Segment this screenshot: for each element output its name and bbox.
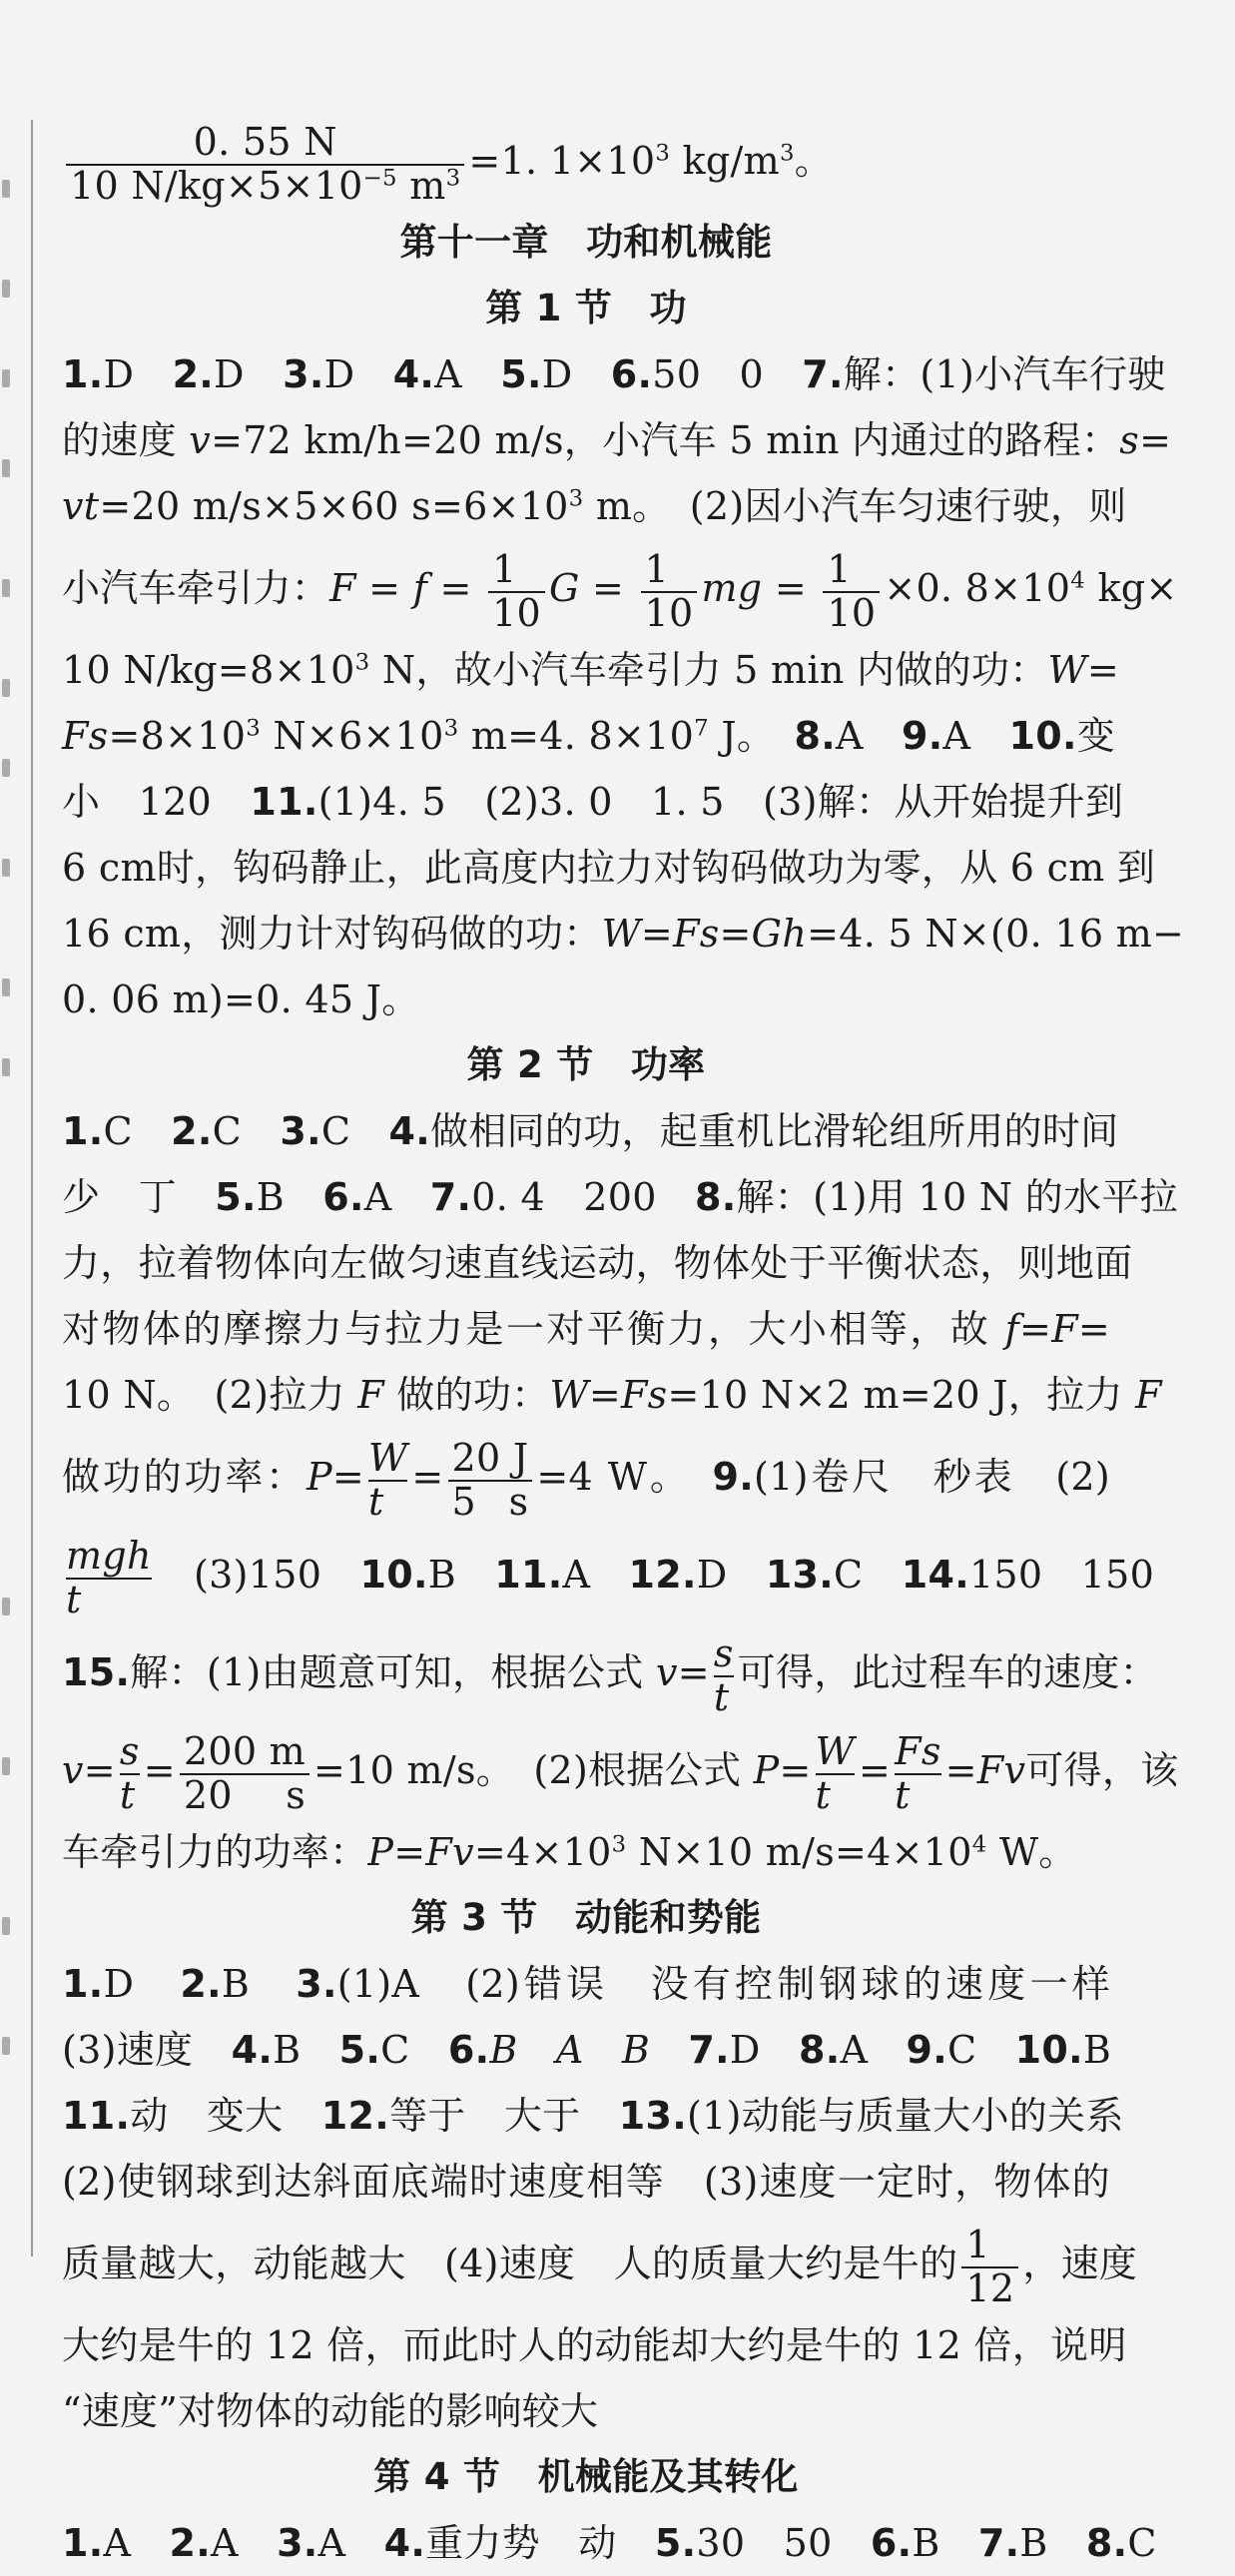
answer-line: 15.解：(1)由题意可知，根据公式 v= $\frac{s}{t}$ 可得，此过程车的速度： — [62, 1631, 1158, 1719]
fraction: $\frac{1}{10}$ — [488, 549, 545, 633]
answer-line: v= $\frac{s}{t}$ = $\frac{200 m}{20 s}$ =10 m/s。 (2)根据公式 P= $\frac{W}{t}$ = $\frac{Fs}{t}$ =Fv可得，该 — [62, 1729, 1179, 1817]
answer-line: 11.动 变大 12.等于 大于 13.(1)动能与质量大小的关系 — [62, 2094, 1124, 2138]
answer-line: 6 cm时，钩码静止，此高度内拉力对钩码做功为零，从 6 cm 到 — [62, 846, 1156, 890]
answer-line: 车牵引力的功率：$P=Fv=4\times 10^3$ N×10 $m/s=4\times 10^4$ W。 — [62, 1830, 1077, 1874]
fraction: $\frac{20 J}{5 s}$ — [448, 1438, 533, 1522]
answer-line: vt=20 m/s×5×60 $s=6\times 10^3$ m。 (2)因小汽车匀速行驶，则 — [62, 484, 1127, 528]
answer-line: “速度”对物体的动能的影响较大 — [62, 2389, 599, 2433]
answer-line: 力，拉着物体向左做匀速直线运动，物体处于平衡状态，则地面 — [62, 1241, 1133, 1285]
answer-line: 1.A 2.A 3.A 4.重力势 动 5.30 50 6.B 7.B 8.C — [62, 2521, 1157, 2565]
fraction: $\frac{1}{10}$ — [641, 549, 698, 633]
answer-line: $\frac{\text{mgh}}{t}$ (3)150 10.B 11.A 12.D 13.C 14.150 150 — [66, 1534, 1155, 1621]
binding-margin-marks — [0, 160, 14, 2057]
fraction: $\frac{\text{mgh}}{t}$ — [66, 1534, 152, 1621]
answer-line: 做功的功率：P= $\frac{W}{t}$ = $\frac{20 J}{5 s}$ =4 W。 9.(1)卷尺 秒表 (2) — [62, 1436, 1110, 1524]
answer-line: 1.D 2.D 3.D 4.A 5.D 6.50 0 7.解：(1)小汽车行驶 — [62, 352, 1166, 396]
section-1-title: 第 1 节 功 — [485, 287, 687, 329]
answer-line: 大约是牛的 12 倍，而此时人的动能却大约是牛的 12 倍，说明 — [62, 2323, 1127, 2367]
fraction: $\frac{Fs}{t}$ — [895, 1729, 941, 1817]
fraction: $\frac{s}{t}$ — [713, 1631, 734, 1719]
answer-line: 10 $N/kg=8\times 10^3$ N，故小汽车牵引力 5 min 内做的功：W= — [62, 648, 1119, 692]
answer-line: 0. 06 m)=0. 45 J。 — [62, 977, 420, 1021]
page-content — [62, 112, 1185, 2576]
answer-line: 1.C 2.C 3.C 4.做相同的功，起重机比滑轮组所用的时间 — [62, 1109, 1119, 1153]
fraction: $\frac{W}{t}$ — [815, 1729, 856, 1817]
section-3-title: 第 3 节 动能和势能 — [410, 1896, 762, 1939]
fraction: $\frac{1}{12}$ — [961, 2225, 1018, 2308]
section-4-title: 第 4 节 机械能及其转化 — [373, 2455, 799, 2498]
chapter-title: 第十一章 功和机械能 — [399, 221, 773, 264]
answer-line: 少 丁 5.B 6.A 7.0. 4 200 8.解：(1)用 10 N 的水平拉 — [62, 1175, 1178, 1219]
answer-line: 小汽车牵引力：F = f = $\frac{1}{10}$ G = $\frac{1}{10}$ mg = $\frac{1}{10}$ ×0. $8\times 10^4$ kg× — [62, 547, 1178, 635]
binding-margin-line — [31, 120, 33, 2256]
fraction: $\frac{200 m}{20 s}$ — [180, 1731, 309, 1815]
answer-line: $Fs=8\times 10^3$ $N\times 6\times 10^3$ m=4. $8\times 10^7$ J。 8.A 9.A 10.变 — [62, 714, 1116, 758]
answer-line: (2)使钢球到达斜面底端时速度相等 (3)速度一定时，物体的 — [62, 2160, 1110, 2204]
answer-line: (3)速度 4.B 5.C 6.B A B 7.D 8.A 9.C 10.B — [62, 2028, 1112, 2072]
formula-line: $\frac{0. 55 N}{10 N/kg\times 5\times 10^{-5} m^3}$ =1. $1\times 10^3$ $kg/m^3$。 — [62, 112, 1110, 210]
answer-line: 10 N。 (2)拉力 F 做的功：W=Fs=10 N×2 m=20 J，拉力 F — [62, 1373, 1162, 1417]
section-2-title: 第 2 节 功率 — [466, 1043, 706, 1086]
answer-line: 小 120 11.(1)4. 5 (2)3. 0 1. 5 (3)解：从开始提升到 — [62, 780, 1124, 824]
answer-line: 1.D 2.B 3.(1)A (2)错误 没有控制钢球的速度一样 — [62, 1962, 1110, 2006]
answer-line: 质量越大，动能越大 (4)速度 人的质量大约是牛的 $\frac{1}{12}$ ，速度 — [62, 2223, 1138, 2310]
answer-line: 的速度 v=72 km/h=20 m/s，小汽车 5 min 内通过的路程：s= — [62, 418, 1172, 462]
answer-line: 16 cm，测力计对钩码做的功：W=Fs=Gh=4. 5 N×(0. 16 m− — [62, 912, 1185, 956]
fraction: $\frac{1}{10}$ — [823, 549, 880, 633]
answer-line: 对物体的摩擦力与拉力是一对平衡力，大小相等，故 f=F= — [62, 1307, 1110, 1351]
fraction: $\frac{s}{t}$ — [119, 1729, 140, 1817]
fraction: $\frac{W}{t}$ — [368, 1436, 408, 1524]
density-fraction: $\frac{0. 55 N}{10 N/kg\times 5\times 10^{-5} m^3}$ — [66, 122, 464, 206]
